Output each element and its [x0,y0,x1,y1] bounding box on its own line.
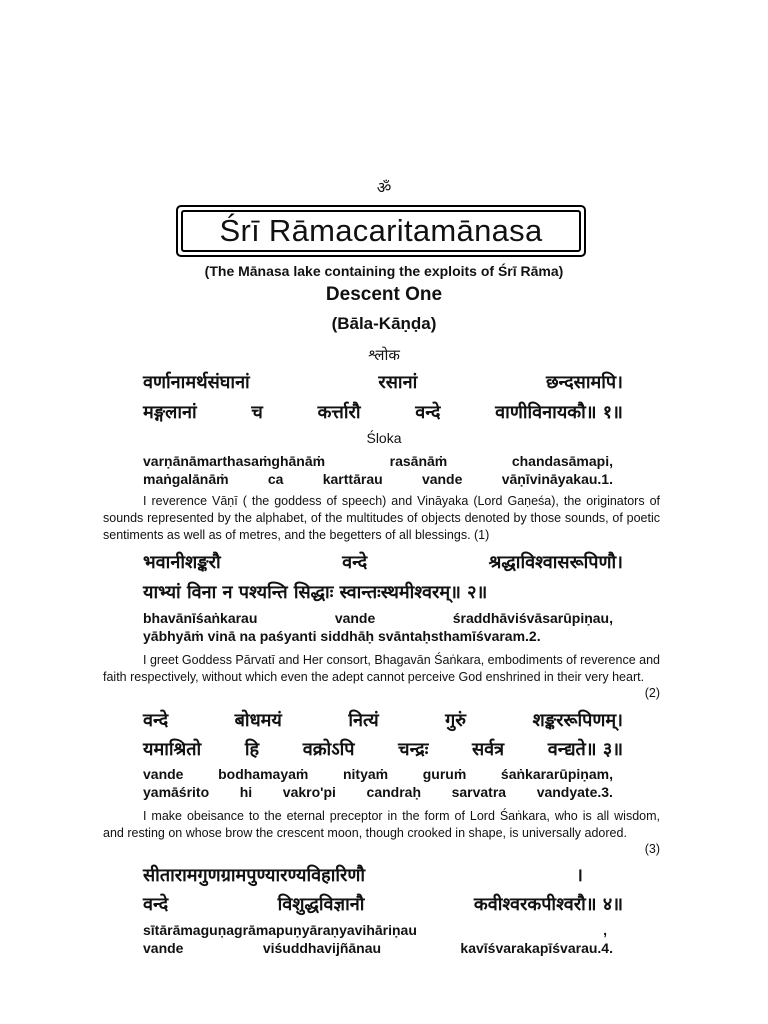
verse-1-translation: I reverence Vāṇī ( the goddess of speech) and Vināyaka (Lord Gaṇeśa), the originators of sounds represented by the alphabet, of the multitudes of objects denoted by those sounds, of poetic sentiments as well as of metres, and the begetters of all blessings. (1) [103,494,660,542]
verse-4-transliteration-line-1 [143,922,607,938]
verse-word: सीतारामगुणग्रामपुण्यारण्यविहारिणौ [143,865,366,886]
verse-2-devanagari-line-1 [143,550,623,574]
descent-heading: Descent One [325,284,443,305]
verse-word: nityaṁ [342,766,389,782]
verse-word: vande [143,940,184,956]
verse-word: वक्रोऽपि [302,739,355,760]
verse-word: भवानीशङ्करौ [143,552,221,573]
verse-1-devanagari-line-2 [143,400,623,424]
verse-word: vandyate.3. [536,784,613,800]
verse-word: बोधमयं [234,710,282,731]
verse-word: रसानां [378,372,418,393]
verse-word: viśuddhavijñānau [262,940,382,956]
verse-word: maṅgalānāṁ [143,471,229,487]
verse-3-number: (3) [644,842,660,856]
verse-word: rasānāṁ [389,453,448,469]
verse-word: varṇānāmarthasaṁghānāṁ [143,453,326,469]
verse-word: विशुद्धविज्ञानौ [277,894,365,915]
verse-word: वाणीविनायकौ॥ १॥ [495,402,623,423]
verse-3-transliteration-line-2 [143,784,613,800]
verse-word: कर्त्तारौ [317,402,361,423]
verse-word: वन्दे [342,552,368,573]
verse-word: vande [421,471,463,487]
verse-word: हि [244,739,260,760]
subtitle: (The Mānasa lake containing the exploits of Śrī Rāma) [204,263,564,279]
verse-word: candraḥ [366,784,421,800]
verse-word: सर्वत्र [471,739,505,760]
verse-word: कवीश्वरकपीश्वरौ॥ ४॥ [473,894,623,915]
verse-word: yamāśrito [143,784,210,800]
verse-word: bhavānīśaṅkarau [143,610,258,626]
verse-word: गुरुं [445,710,467,731]
verse-word: sarvatra [451,784,507,800]
translation-text: I make obeisance to the eternal preceptor in the form of Lord Śaṅkara, who is all wisdom, and resting on whose brow the crescent moon, though crooked in shape, is universally adored. [103,809,660,840]
translation-text: I greet Goddess Pārvatī and Her consort, Bhagavān Śaṅkara, embodiments of reverence and faith respectively, without which even the adept cannot perceive God enshrined in their very heart. [103,653,660,684]
verse-word: शङ्कररूपिणम्। [532,710,623,731]
verse-word: वन्दे [415,402,441,423]
verse-word: , [603,922,607,938]
verse-1-transliteration-line-1 [143,453,613,469]
verse-word: guruṁ [422,766,467,782]
om-symbol: ॐ [376,178,392,197]
verse-word: vande [143,766,184,782]
verse-word: वन्द्यते॥ ३॥ [547,739,623,760]
title-frame [176,205,586,257]
verse-word: नित्यं [348,710,379,731]
verse-1-transliteration-line-2 [143,471,613,487]
sloka-heading-latin: Śloka [366,430,402,446]
verse-word: sītārāmaguṇagrāmapuṇyāraṇyavihāriṇau [143,922,417,938]
page-title: Śrī Rāmacaritamānasa [181,210,581,252]
verse-2-devanagari-line-2 [143,580,623,604]
verse-word: vāṇīvināyakau.1. [501,471,613,487]
verse-word: karttārau [322,471,383,487]
verse-word: chandasāmapi, [511,453,613,469]
verse-line: yābhyāṁ vinā na paśyanti siddhāḥ svāntaḥsthamīśvaram.2. [143,628,541,644]
verse-word: यमाश्रितो [143,739,202,760]
verse-word: छन्दसामपि। [545,372,623,393]
verse-word: मङ्गलानां [143,402,197,423]
verse-word: चन्द्रः [398,739,429,760]
verse-3-devanagari-line-1 [143,708,623,732]
verse-3-translation [103,808,660,842]
verse-word: kavīśvarakapīśvarau.4. [460,940,613,956]
verse-word: वन्दे [143,710,169,731]
sloka-heading-devanagari: श्लोक [368,346,400,364]
verse-word: ca [267,471,284,487]
verse-2-transliteration-line-2 [143,628,613,644]
verse-4-devanagari-line-1 [143,863,583,887]
verse-word: bodhamayaṁ [218,766,309,782]
verse-word: । [576,865,583,886]
verse-word: hi [239,784,253,800]
verse-3-devanagari-line-2 [143,737,623,761]
verse-word: वन्दे [143,894,169,915]
verse-word: श्रद्धाविश्वासरूपिणौ। [488,552,623,573]
verse-word: śaṅkararūpiṇam, [500,766,613,782]
verse-line: याभ्यां विना न पश्यन्ति सिद्धाः स्वान्तःस्थमीश्वरम्॥ २॥ [143,582,488,603]
kanda-heading: (Bāla-Kāṇḍa) [331,314,437,333]
verse-2-translation [103,652,660,686]
verse-word: vakro'pi [282,784,336,800]
verse-4-devanagari-line-2 [143,892,623,916]
verse-word: vande [334,610,376,626]
verse-word: वर्णानामर्थसंघानां [143,372,250,393]
verse-word: च [251,402,263,423]
verse-4-transliteration-line-2 [143,940,613,956]
verse-1-devanagari-line-1 [143,370,623,394]
verse-2-number: (2) [644,686,660,700]
verse-word: śraddhāviśvāsarūpiṇau, [452,610,613,626]
verse-3-transliteration-line-1 [143,766,613,782]
verse-2-transliteration-line-1 [143,610,613,626]
